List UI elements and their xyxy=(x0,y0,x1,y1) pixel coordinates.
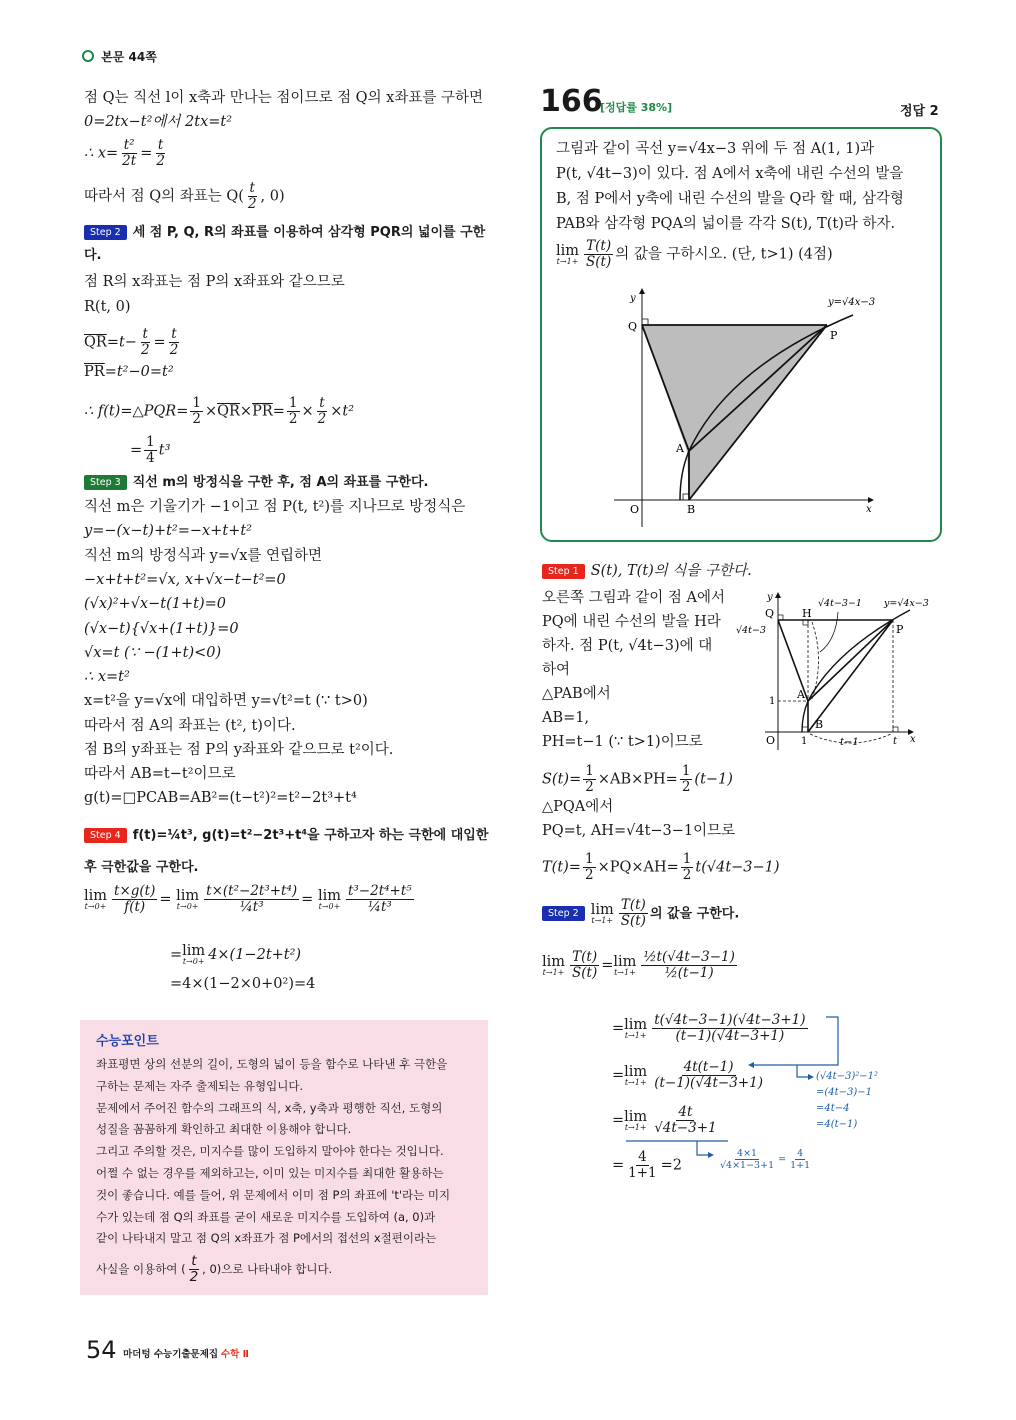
svg-text:P: P xyxy=(896,623,904,636)
svg-text:A: A xyxy=(676,442,684,455)
subject-label: 수학 Ⅱ xyxy=(221,1349,249,1360)
svg-text:P: P xyxy=(830,329,838,342)
svg-text:Q: Q xyxy=(765,607,775,620)
answer-label: 정답 2 xyxy=(900,104,939,119)
reference-label: 본문 44쪽 xyxy=(101,50,157,64)
limit-line-3: =4×(1−2×0+0²)=4 xyxy=(170,976,316,992)
pr-line: $\overline{PR}=t^2-0=t^2$ xyxy=(84,364,174,380)
svg-text:√4t−3−1: √4t−3−1 xyxy=(818,598,862,609)
intro-line-1: 점 Q는 직선 l이 x축과 만나는 점이므로 점 Q의 x좌표를 구하면 xyxy=(84,90,484,106)
circle-bullet-icon xyxy=(82,50,94,62)
step2-row3: = lim t→1+ $\frac{4t(t-1)}{(t-1)(√4t-3+1)}$ xyxy=(612,1059,763,1091)
intro-line-2: 0=2tx−t²에서 2tx=t² xyxy=(84,114,233,130)
svg-text:√4t−3: √4t−3 xyxy=(736,625,766,636)
s-formula: S(t)= $\frac{1}{2}$ ×AB×PH= $\frac{1}{2}$ (t−1) xyxy=(542,763,733,795)
svg-text:y: y xyxy=(767,592,773,603)
step2-row1: lim t→1+ $\frac{T(t)}{S(t)}$ = lim t→1+ $\frac{\text{½t(√4t−3−1)}}{\text{½(t−1)}}$ xyxy=(542,949,735,981)
annotation-arrows xyxy=(600,1010,840,1170)
step1-text: 오른쪽 그림과 같이 점 A에서 PQ에 내린 수선의 발을 H라 하자. 점 P(t, √4t−3)에 대 하여 △PAB에서 AB=1, PH=t−1 (∵ t>1)이므로 xyxy=(542,590,725,750)
svg-text:t−1: t−1 xyxy=(840,737,859,748)
problem-box xyxy=(540,127,942,542)
step3-line: √x=t (∵ −(1+t)<0) xyxy=(84,645,222,661)
svg-text:Q: Q xyxy=(628,320,638,333)
note-substitution: $\frac{4\times 1}{√4\times 1-3+1}$ = $\frac{4}{1+1}$ xyxy=(720,1148,811,1171)
step3-line: 점 B의 y좌표는 점 P의 y좌표와 같으므로 t²이다. xyxy=(84,742,394,758)
step3-badge: Step 3 xyxy=(84,475,127,490)
step1-figure xyxy=(735,588,950,778)
svg-text:A: A xyxy=(797,688,805,701)
limit-line-2: = lim t→0+ 4×(1−2t+t²) xyxy=(170,943,302,966)
step1-badge: Step 1 xyxy=(542,564,585,579)
intro-line-4: 따라서 점 Q의 좌표는 Q( $\frac{t}{2}$ , 0) xyxy=(84,180,285,212)
svg-text:y=√4x−3: y=√4x−3 xyxy=(884,598,929,609)
step2-heading: Step 2 세 점 P, Q, R의 좌표를 이용하여 삼각형 PQR의 넓이를 구한 xyxy=(84,222,485,243)
step3-line: 따라서 AB=t−t²이므로 xyxy=(84,766,236,782)
tip-body: 좌표평면 상의 선분의 길이, 도형의 넓이 등을 함수로 나타낸 후 극한을 구하는 문제는 자주 출제되는 유형입니다. 문제에서 주어진 함수의 그래프의 식, x축, y축과 평행한 직선, 도형의 성질을 꼼꼼하게 확인하고 최대한 이용해야 합니다. 그리고 주의할 것은, 미지수를 많이 도입하지 말아야 한다는 것입니다. 어쩔 수 없는 경우를 제외하고는, 이미 있는 미지수를 최대한 활용하는 것이 좋습니다. 예를 들어, 위 문제에서 이미 점 P의 좌표에 't'라는 미지 수가 있는데 점 Q의 좌표를 굳이 새로운 미지수를 도입하여 (a, 0)과 같이 나타내지 말고 점 Q의 x좌표가 점 P에서의 접선의 x절편이라는 사실을 이용하여 ( $\frac{t}{2}$ , 0)으로 나타내야 합니다. xyxy=(96,1057,451,1286)
pqa-line: △PQA에서 xyxy=(542,799,614,815)
step4-badge: Step 4 xyxy=(84,828,127,843)
step4-heading-cont: 후 극한값을 구한다. xyxy=(84,860,199,875)
tip-box xyxy=(80,1020,488,1295)
svg-text:1: 1 xyxy=(801,736,808,747)
step2-right-heading: Step 2 lim t→1+ $\frac{T(t)}{S(t)}$ 의 값을 구한다. xyxy=(542,898,739,929)
step3-line: ∴ x=t² xyxy=(84,669,130,685)
problem-figure xyxy=(598,287,898,537)
step2-line: R(t, 0) xyxy=(84,299,131,315)
step4-heading: Step 4 f(t)=¼t³, g(t)=t²−2t³+t⁴을 구하고자 하는 극한에 대입한 xyxy=(84,825,488,846)
step2-row2: = lim t→1+ $\frac{t(√4t-3-1)(√4t-3+1)}{(t-1)(√4t-3+1)}$ xyxy=(612,1012,806,1044)
svg-text:O: O xyxy=(766,734,776,747)
tip-title: 수능포인트 xyxy=(96,1034,159,1049)
step3-heading: Step 3 직선 m의 방정식을 구한 후, 점 A의 좌표를 구한다. xyxy=(84,472,428,493)
t-formula: T(t)= $\frac{1}{2}$ ×PQ×AH= $\frac{1}{2}$ t(√4t−3−1) xyxy=(542,851,780,883)
svg-text:O: O xyxy=(630,503,640,516)
step2-heading-cont: 다. xyxy=(84,248,102,263)
step3-line: x=t²을 y=√x에 대입하면 y=√t²=t (∵ t>0) xyxy=(84,693,368,709)
intro-line-3: ∴ x= $\frac{\text{t²}}{2t}$ = $\frac{t}{2}$ xyxy=(84,137,165,169)
svg-text:B: B xyxy=(687,503,696,516)
step3-line: (√x−t){√x+(1+t)}=0 xyxy=(84,621,239,637)
svg-text:y: y xyxy=(630,293,636,304)
f-result: = $\frac{1}{4}$ t³ xyxy=(130,434,171,466)
correct-rate: [정답률 38%] xyxy=(600,101,673,114)
book-title: 마더텅 수능기출문제집 xyxy=(123,1349,219,1360)
note-expansion: (√4t−3)²−1² =(4t−3)−1 =4t−4 =4(t−1) xyxy=(816,1071,879,1130)
svg-text:x: x xyxy=(910,734,916,745)
step3-line: (√x)²+√x−t(1+t)=0 xyxy=(84,596,226,612)
qr-line: $\overline{QR}=t-$ $\frac{t}{2}$ = $\frac{t}{2}$ xyxy=(84,326,179,358)
problem-number: 166 xyxy=(540,84,603,119)
step3-line: g(t)=□PCAB=AB²=(t−t²)²=t²−2t³+t⁴ xyxy=(84,790,357,806)
svg-text:t: t xyxy=(893,736,898,747)
page-number: 54 xyxy=(86,1336,117,1364)
step2-right-badge: Step 2 xyxy=(542,906,585,921)
problem-text: 그림과 같이 곡선 y=√4x−3 위에 두 점 A(1, 1)과 P(t, √4t−3)이 있다. 점 A에서 x축에 내린 수선의 발을 B, 점 P에서 y축에 내린 수선의 발을 Q라 할 때, 삼각형 PAB와 삼각형 PQA의 넓이를 각각 S(t), T(t)라 하자. lim t→1+ $\frac{T(t)}{S(t)}$ 의 값을 구하시오. (단, t>1) (4점) xyxy=(556,141,904,270)
limit-line-1: lim t→0+ $\frac{t\times g(t)}{f(t)}$ = lim t→0+ $\frac{\text{t×(t²−2t³+t⁴)}}{\text{¼t³}}$ = lim t→0+ $\frac{\text{t³−2t⁴+t⁵}}{\text{¼t³}}$ xyxy=(84,883,412,915)
step2-badge: Step 2 xyxy=(84,225,127,240)
svg-text:x: x xyxy=(866,504,872,515)
step3-line: −x+t+t²=√x, x+√x−t−t²=0 xyxy=(84,572,286,588)
step2-row5: = $\frac{4}{1+1}$ =2 xyxy=(612,1149,683,1181)
step3-line: 직선 m은 기울기가 −1이고 점 P(t, t²)를 지나므로 방정식은 xyxy=(84,499,466,515)
page-reference xyxy=(82,48,157,65)
svg-text:1: 1 xyxy=(769,696,776,707)
step2-line: 점 R의 x좌표는 점 P의 x좌표와 같으므로 xyxy=(84,274,345,290)
svg-text:H: H xyxy=(802,607,812,620)
svg-text:y=√4x−3: y=√4x−3 xyxy=(828,297,876,308)
step3-line: y=−(x−t)+t²=−x+t+t² xyxy=(84,523,252,539)
step1-heading: Step 1 S(t), T(t)의 식을 구한다. xyxy=(542,561,752,581)
step3-line: 직선 m의 방정식과 y=√x를 연립하면 xyxy=(84,548,323,564)
f-line: ∴ f(t)=△PQR= $\frac{1}{2}$ $\times\overline{QR}\times\overline{PR}=$ $\frac{1}{2}$ × $\frac{t}{2}$ ×t² xyxy=(84,395,355,427)
pq-ah-line: PQ=t, AH=√4t−3−1이므로 xyxy=(542,823,736,839)
svg-text:B: B xyxy=(815,718,824,731)
step2-row4: = lim t→1+ $\frac{4t}{√4t-3+1}$ xyxy=(612,1104,717,1136)
step3-line: 따라서 점 A의 좌표는 (t², t)이다. xyxy=(84,718,296,734)
